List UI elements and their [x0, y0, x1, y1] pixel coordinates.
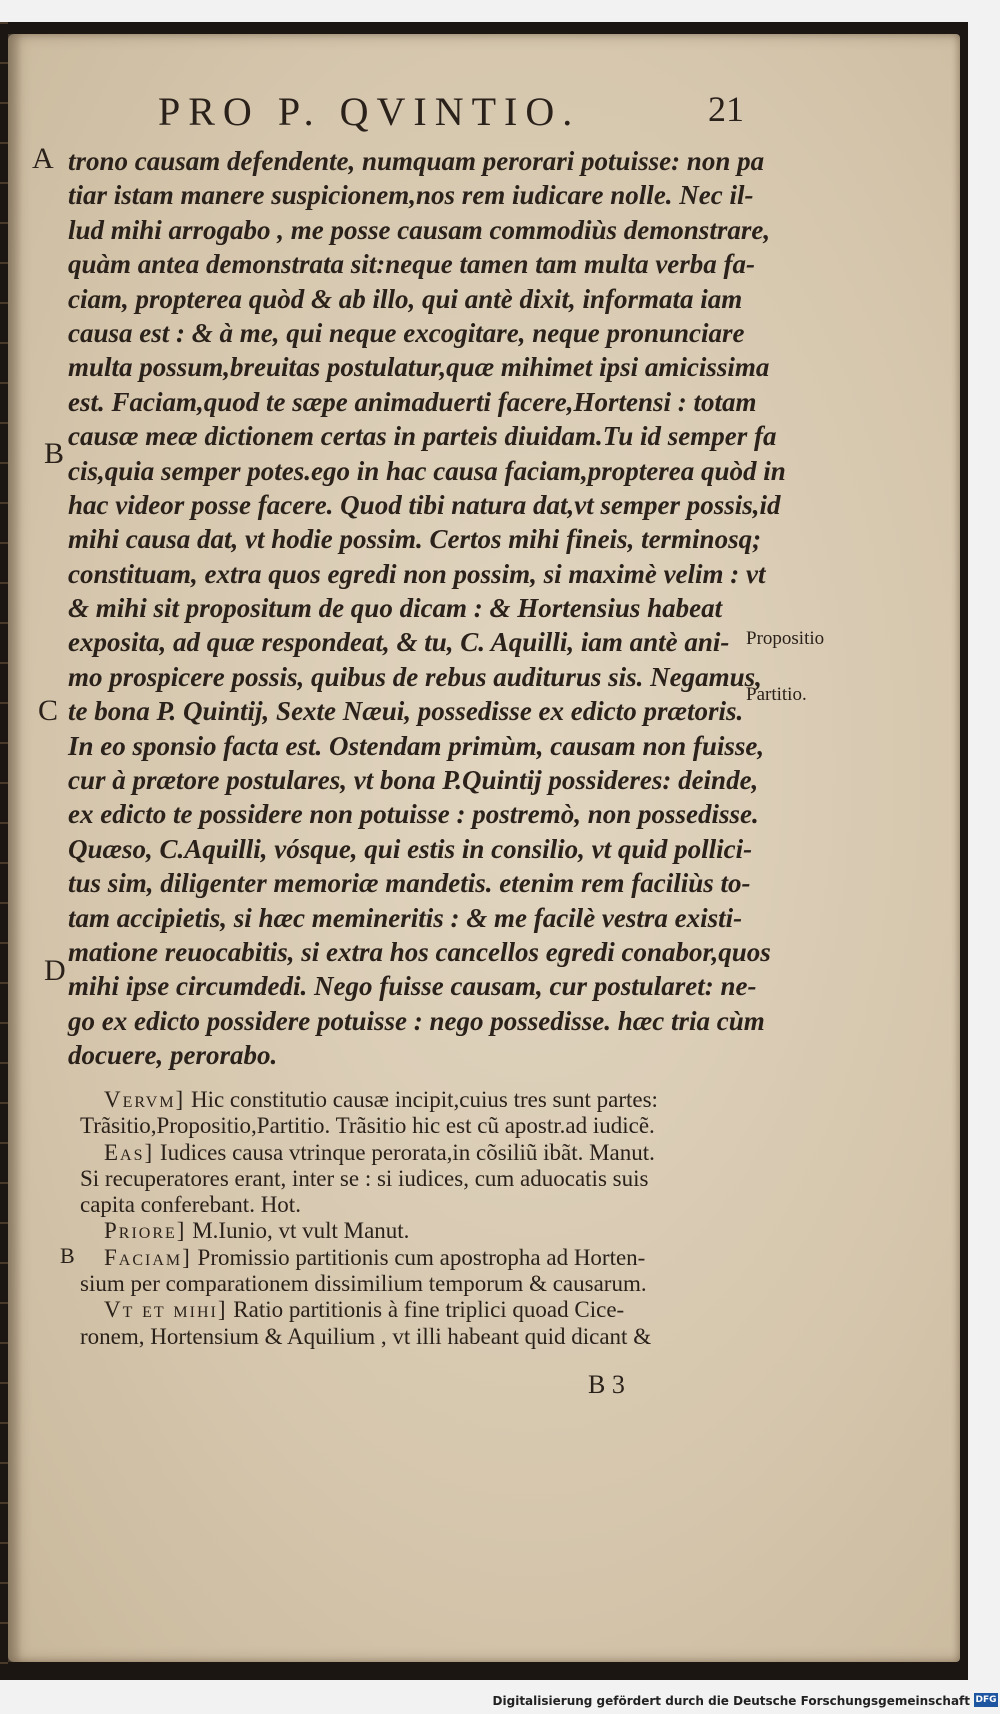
binding-edge	[0, 22, 8, 1680]
commentary-lemma: Priore]	[104, 1218, 187, 1244]
commentary-line	[80, 1218, 780, 1244]
text-line: & mihi sit propositum de quo dicam : & Hortensius habeat	[68, 593, 723, 624]
text-line: hac videor posse facere. Quod tibi natura dat,vt semper possis,id	[68, 489, 781, 520]
commentary-text: ronem, Hortensium & Aquilium , vt illi habeant quid dicant &	[80, 1323, 652, 1349]
commentary-text: sium per comparationem dissimilium temporum & causarum.	[80, 1271, 647, 1297]
text-line: docuere, perorabo.	[68, 1040, 278, 1071]
text-line: tus sim, diligenter memoriæ mandetis. etenim rem faciliùs to-	[68, 868, 751, 899]
text-line: mihi ipse circumdedi. Nego fuisse causam, cur postularet: ne-	[68, 971, 757, 1002]
margin-note-partitio: Partitio.	[746, 684, 807, 705]
text-line: mihi causa dat, vt hodie possim. Certos mihi fineis, terminosq;	[68, 524, 762, 555]
section-letter-c: C	[38, 694, 59, 727]
section-letter-a: A	[32, 142, 54, 175]
text-line: est. Faciam,quod te sæpe animaduerti facere,Hortensi : totam	[68, 386, 757, 417]
commentary-line	[80, 1297, 780, 1323]
section-letter-d: D	[44, 954, 66, 987]
commentary-lemma: Vt et mihi]	[104, 1297, 228, 1323]
commentary-lemma: Faciam]	[104, 1244, 192, 1270]
page-number: 21	[708, 89, 744, 129]
commentary-text: Iudices causa vtrinque perorata,in cõsiliũ ibãt. Manut.	[159, 1139, 655, 1165]
text-line: Quæso, C.Aquilli, vósque, qui estis in consilio, vt quid pollici-	[68, 833, 753, 864]
commentary-lemma: Vervm]	[104, 1087, 186, 1112]
text-line: tiar istam manere suspicionem,nos rem iudicare nolle. Nec il-	[68, 180, 754, 211]
margin-note-propositio: Propositio	[746, 628, 825, 649]
text-line: causa est : & à me, qui neque excogitare, neque pronunciare	[68, 317, 745, 348]
book-page	[8, 34, 960, 1662]
commentary-line	[80, 1087, 780, 1113]
commentary-line	[80, 1324, 780, 1350]
text-line: exposita, ad quæ respondeat, & tu, C. Aquilli, iam antè ani-	[68, 627, 730, 658]
dfg-logo: DFG	[975, 1695, 997, 1705]
text-line: mo prospicere possis, quibus de rebus auditurus sis. Negamus,	[68, 661, 762, 692]
commentary-line	[80, 1140, 780, 1166]
commentary-line	[80, 1166, 780, 1192]
text-line: In eo sponsio facta est. Ostendam primùm, causam non fuisse,	[68, 730, 765, 761]
commentary-text: Ratio partitionis à fine triplici quoad Cice-	[233, 1297, 625, 1323]
commentary	[80, 1087, 780, 1350]
text-line: ciam, propterea quòd & ab illo, qui antè dixit, informata iam	[68, 283, 743, 314]
text-line: go ex edicto possidere potuisse : nego possedisse. hæc tria cùm	[68, 1005, 765, 1036]
running-title: PRO P. QVINTIO.	[158, 89, 581, 134]
footer-credit: Digitalisierung gefördert durch die Deutsche Forschungsgemeinschaft	[492, 1694, 970, 1708]
section-letter-commentary: B	[60, 1243, 75, 1268]
text-line: ex edicto te possidere non potuisse : postremò, non possedisse.	[68, 799, 759, 830]
text-line: trono causam defendente, numquam perorari potuisse: non pa	[68, 146, 765, 176]
text-line: quàm antea demonstrata sit:neque tamen tam multa verba fa-	[68, 249, 756, 280]
footer-bar	[0, 1690, 1000, 1714]
commentary-text: Promissio partitionis cum apostropha ad Horten-	[197, 1244, 646, 1270]
text-line: lud mihi arrogabo , me posse causam commodiùs demonstrare,	[68, 214, 771, 245]
text-line: constituam, extra quos egredi non possim, si maximè velim : vt	[68, 558, 766, 589]
section-letter-b: B	[44, 437, 65, 470]
text-line: cis,quia semper potes.ego in hac causa faciam,propterea quòd in	[68, 455, 786, 486]
commentary-text: Si recuperatores erant, inter se : si iudices, cum aduocatis suis	[80, 1165, 649, 1191]
commentary-line	[80, 1192, 780, 1218]
text-line: te bona P. Quintij, Sexte Næui, possedisse ex edicto prætoris.	[68, 696, 744, 727]
text-line: multa possum,breuitas postulatur,quæ mihimet ipsi amicissima	[68, 352, 770, 383]
commentary-text: Trãsitio,Propositio,Partitio. Trãsitio hic est cũ apostr.ad iudicẽ.	[80, 1113, 655, 1139]
text-line: causæ meæ dictionem certas in parteis diuidam.Tu id semper fa	[68, 421, 777, 452]
text-line: cur à prætore postulares, vt bona P.Quintij possideres: deinde,	[68, 765, 759, 796]
commentary-line	[80, 1245, 780, 1271]
commentary-line	[80, 1113, 780, 1139]
signature-mark: B 3	[588, 1370, 625, 1399]
running-header	[8, 88, 960, 140]
commentary-text: Hic constitutio causæ incipit,cuius tres sunt partes:	[190, 1087, 658, 1112]
commentary-lemma: Eas]	[104, 1139, 155, 1165]
text-line: matione reuocabitis, si extra hos cancellos egredi conabor,quos	[68, 936, 771, 967]
commentary-line	[80, 1271, 780, 1297]
text-line: tam accipietis, si hæc memineritis : & me facilè vestra existi-	[68, 902, 743, 933]
page-gutter-shadow	[8, 34, 22, 1662]
commentary-text: M.Iunio, vt vult Manut.	[192, 1218, 410, 1244]
commentary-text: capita conferebant. Hot.	[80, 1192, 301, 1218]
